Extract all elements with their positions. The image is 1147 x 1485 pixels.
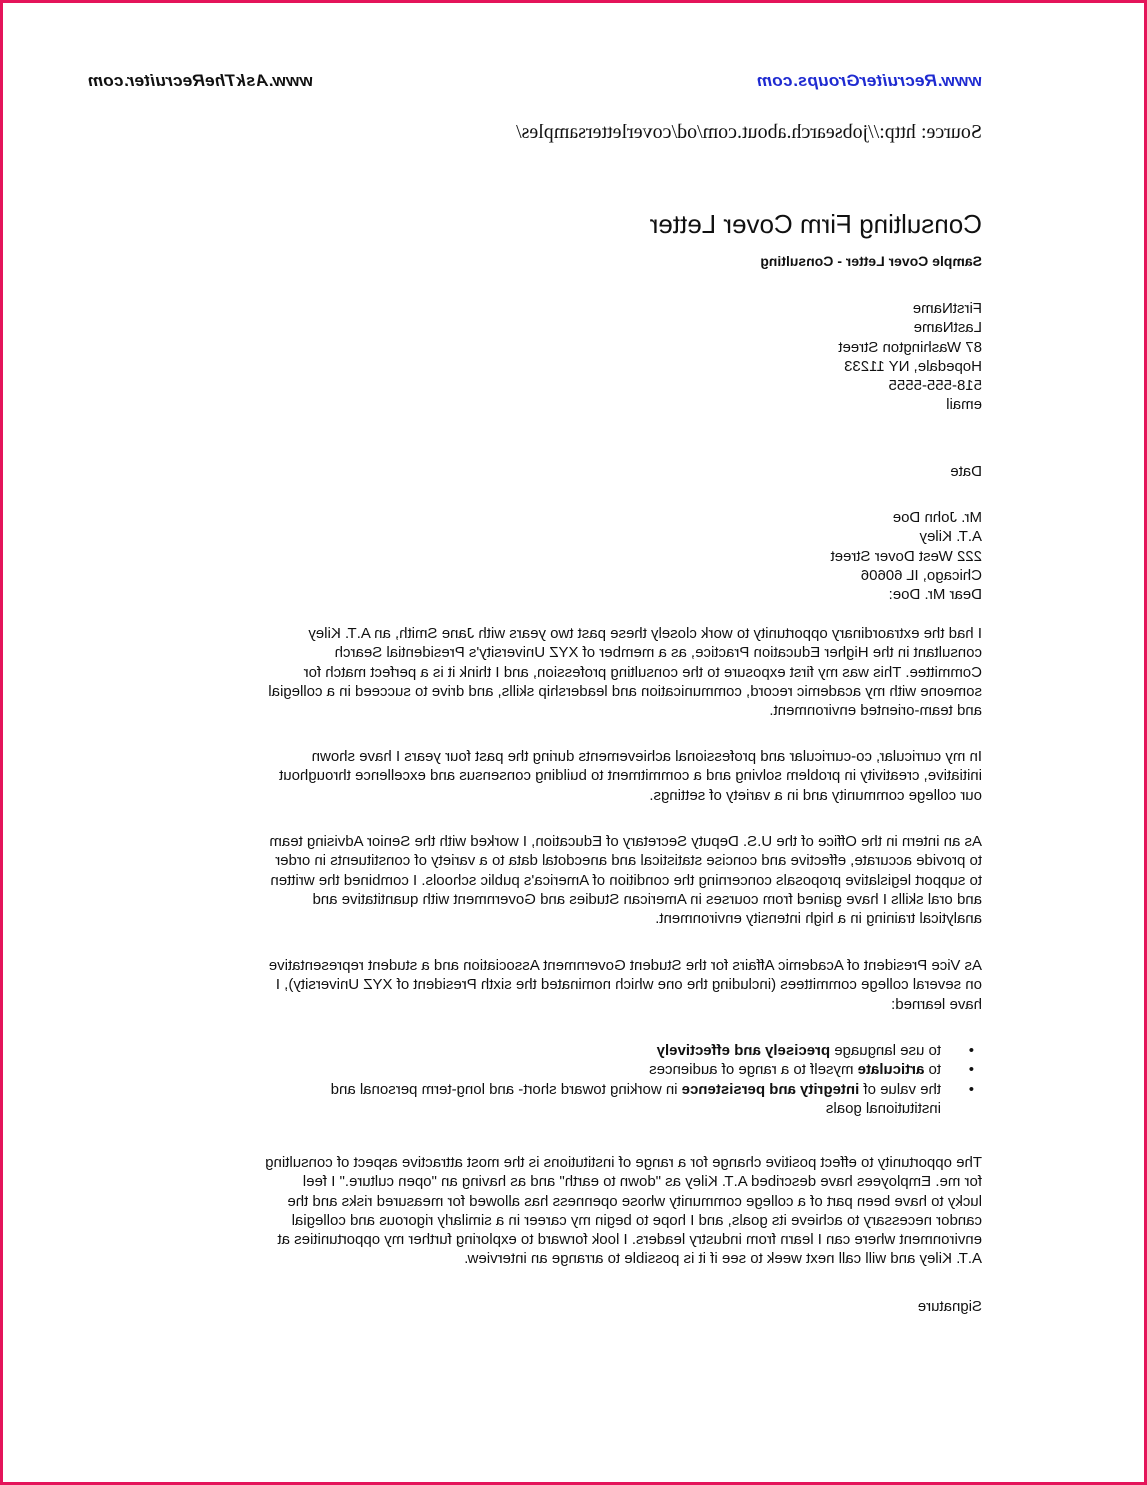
letter-date: Date bbox=[950, 463, 982, 480]
sender-line: LastName bbox=[913, 319, 982, 337]
paragraph-line: The opportunity to effect positive change for a range of institutions is the most attractive aspect of consulting bbox=[265, 1154, 982, 1171]
recipient-line: A.T. Kiley bbox=[919, 528, 982, 546]
paragraph-line: environment where can I learn from industry leaders. I look forward to exploring further my opportunities at bbox=[277, 1231, 982, 1249]
paragraph-line: to support legislative proposals concerning the condition of America's public schools. I combined the written bbox=[270, 871, 982, 889]
sender-line: Hopedale, NY 11233 bbox=[844, 357, 982, 375]
paragraph-4 bbox=[178, 956, 982, 1014]
signature: Signature bbox=[917, 1298, 982, 1315]
list-text: myself to a range of audiences bbox=[649, 1061, 858, 1079]
recipient-line: Mr. John Doe bbox=[892, 509, 982, 526]
list-text: in working toward short- and long-term personal and bbox=[330, 1080, 682, 1098]
paragraph-line: to provide accurate, effective and concise statistical and anecdotal data to a variety of constituents in order bbox=[275, 852, 982, 870]
list-bold-text: articulate bbox=[857, 1061, 925, 1079]
paragraph-2 bbox=[178, 747, 982, 805]
list-bold-text: integrity and persistence bbox=[681, 1080, 860, 1098]
paragraph-line: consultant in the Higher Education Practice, as a member of XYZ University's Presidential Search bbox=[334, 644, 982, 662]
recruitergroups-link[interactable]: www.RecruiterGroups.com bbox=[756, 71, 982, 90]
paragraph-1 bbox=[178, 624, 982, 720]
list-text-continued: institutional goals bbox=[825, 1099, 941, 1117]
bullet-marker: • bbox=[968, 1080, 974, 1098]
paragraph-line: As an intern in the Office of the U.S. Deputy Secretary of Education, I worked with the Senior Advising team bbox=[269, 833, 982, 850]
list-item bbox=[331, 1060, 982, 1079]
paragraph-line: and team-oriented environment. bbox=[769, 702, 982, 720]
paragraph-line: and oral skills I have gained from courses in American Studies and Government with quantitative and bbox=[312, 890, 982, 908]
paragraph-line: have learned: bbox=[891, 995, 982, 1013]
paragraph-line: Committee. This was my first exposure to the consulting profession, and I think it is a perfect match for bbox=[303, 663, 982, 681]
paragraph-line: our college community and in a variety of settings. bbox=[649, 786, 982, 804]
paragraph-line: candor necessary to achieve its goals, and I hope to begin my career in a similarly rigorous and collegial bbox=[291, 1211, 982, 1229]
sender-address bbox=[838, 299, 982, 415]
list-bold-text: precisely and effectively bbox=[656, 1042, 831, 1059]
sender-line: 87 Washington Street bbox=[838, 338, 982, 356]
list-text: the value of bbox=[859, 1080, 941, 1098]
asktherecruiter-link[interactable]: www.AskTheRecruiter.com bbox=[87, 71, 313, 90]
paragraph-line: someone with my academic record, communication and leadership skills, and drive to succeed in a collegial bbox=[268, 682, 982, 700]
salutation: Dear Mr. Doe: bbox=[888, 586, 982, 604]
list-text: to bbox=[924, 1061, 941, 1079]
document-subtitle: Sample Cover Letter - Consulting bbox=[760, 253, 982, 269]
document-title: Consulting Firm Cover Letter bbox=[649, 209, 982, 239]
bullet-marker: • bbox=[968, 1061, 974, 1079]
paragraph-line: initiative, creativity in problem solving and a commitment to building consensus and excellence throughout bbox=[279, 767, 982, 785]
sender-line: FirstName bbox=[912, 300, 982, 317]
paragraph-line: analytical training in a high intensity environment. bbox=[655, 910, 982, 928]
list-item bbox=[331, 1041, 982, 1060]
bullet-marker: • bbox=[968, 1042, 974, 1059]
paragraph-line: As Vice President of Academic Affairs for the Student Government Association and a student representative bbox=[268, 957, 982, 974]
source-line: Source: http://jobsearch.about.com/od/coverlettersamples/ bbox=[516, 121, 982, 143]
paragraph-line: on several college committees (including the one which nominated the sixth President of XYZ University), I bbox=[275, 976, 982, 994]
paragraph-line: lucky to have been part of a college community whose openness has allowed for measured risks and the bbox=[287, 1192, 982, 1210]
paragraph-5 bbox=[178, 1153, 982, 1269]
sender-line: 518-555-5555 bbox=[888, 377, 982, 395]
paragraph-line: In my curricular, co-curricular and professional achievements during the past four years I have shown bbox=[311, 748, 982, 765]
paragraph-line: for me. Employees have described A.T. Kiley as "down to earth" and as having an "open culture." I feel bbox=[302, 1173, 982, 1191]
paragraph-line: A.T. Kiley and will call next week to see if it is possible to arrange an interview. bbox=[464, 1250, 982, 1268]
mirrored-letter bbox=[3, 3, 1147, 1485]
recipient-line: 222 West Dover Street bbox=[830, 547, 982, 565]
paragraph-line: I had the extraordinary opportunity to work closely these past two years with Jane Smith, an A.T. Kiley bbox=[308, 625, 982, 642]
skills-list bbox=[331, 1041, 982, 1118]
list-text: to use language bbox=[830, 1042, 941, 1059]
recipient-address bbox=[831, 508, 982, 604]
list-item bbox=[331, 1080, 982, 1119]
sender-line: email bbox=[946, 396, 982, 414]
recipient-line: Chicago, IL 60606 bbox=[860, 566, 982, 584]
paragraph-3 bbox=[178, 832, 982, 928]
